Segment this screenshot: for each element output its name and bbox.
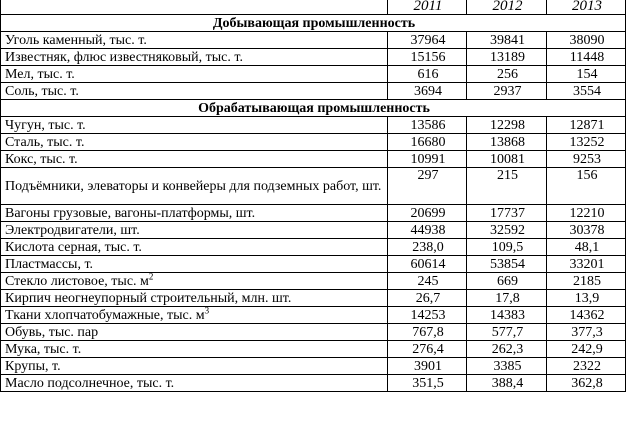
value-cell-2011: 351,5 (388, 375, 467, 392)
value-cell-2012: 17,8 (467, 290, 547, 307)
unit-exponent: 3 (204, 306, 210, 315)
product-name-cell (1, 273, 388, 290)
value-cell-2011: 276,4 (388, 341, 467, 358)
table-row (1, 117, 626, 134)
value-cell-2013: 2322 (547, 358, 626, 375)
year-header: 2013 (547, 0, 626, 15)
value-cell-2011: 13586 (388, 117, 467, 134)
value-cell-2011: 238,0 (388, 239, 467, 256)
value-cell-2012: 13189 (467, 49, 547, 66)
product-name: Известняк, флюс известняковый, тыс. т. (5, 49, 243, 65)
value-cell-2013: 38090 (547, 32, 626, 49)
value-cell-2013: 33201 (547, 256, 626, 273)
product-name-cell (1, 324, 388, 341)
product-name-cell (1, 222, 388, 239)
product-name: Подъёмники, элеваторы и конвейеры для подземных работ, шт. (5, 178, 382, 194)
value-cell-2013: 154 (547, 66, 626, 83)
value-cell-2011: 37964 (388, 32, 467, 49)
year-header: 2011 (388, 0, 467, 15)
table-body (1, 15, 626, 392)
product-name: Сталь, тыс. т. (5, 134, 85, 150)
section-title: Обрабатывающая промышленность (1, 100, 626, 117)
product-name: Кислота серная, тыс. т. (5, 239, 142, 255)
table-row (1, 273, 626, 290)
table-row (1, 205, 626, 222)
value-cell-2012: 12298 (467, 117, 547, 134)
product-name: Крупы, т. (5, 358, 61, 374)
value-cell-2012: 262,3 (467, 341, 547, 358)
value-cell-2011: 616 (388, 66, 467, 83)
product-name: Кокс, тыс. т. (5, 151, 78, 167)
product-name-cell (1, 151, 388, 168)
value-cell-2012: 10081 (467, 151, 547, 168)
value-cell-2011: 60614 (388, 256, 467, 273)
value-cell-2012: 215 (467, 168, 547, 205)
product-name: Обувь, тыс. пар (5, 324, 99, 340)
value-cell-2011: 3901 (388, 358, 467, 375)
value-cell-2012: 577,7 (467, 324, 547, 341)
table-row (1, 83, 626, 100)
value-cell-2011: 14253 (388, 307, 467, 324)
value-cell-2012: 32592 (467, 222, 547, 239)
year-header-row (1, 0, 626, 15)
value-cell-2011: 767,8 (388, 324, 467, 341)
value-cell-2013: 30378 (547, 222, 626, 239)
value-cell-2013: 13,9 (547, 290, 626, 307)
value-cell-2012: 53854 (467, 256, 547, 273)
value-cell-2013: 156 (547, 168, 626, 205)
value-cell-2011: 245 (388, 273, 467, 290)
value-cell-2012: 109,5 (467, 239, 547, 256)
table-row (1, 66, 626, 83)
value-cell-2011: 20699 (388, 205, 467, 222)
value-cell-2012: 2937 (467, 83, 547, 100)
value-cell-2013: 377,3 (547, 324, 626, 341)
product-name-cell (1, 205, 388, 222)
product-name: Ткани хлопчатобумажные, тыс. м (5, 307, 205, 323)
product-name: Масло подсолнечное, тыс. т. (5, 375, 175, 391)
table-row (1, 341, 626, 358)
value-cell-2011: 15156 (388, 49, 467, 66)
product-name-cell (1, 239, 388, 256)
value-cell-2011: 26,7 (388, 290, 467, 307)
product-name-cell (1, 375, 388, 392)
product-name: Пластмассы, т. (5, 256, 94, 272)
table-row (1, 290, 626, 307)
product-name: Кирпич неогнеупорный строительный, млн. шт. (5, 290, 292, 306)
product-name-cell (1, 358, 388, 375)
product-name-cell (1, 168, 388, 205)
product-name-cell (1, 341, 388, 358)
value-cell-2013: 48,1 (547, 239, 626, 256)
product-name: Вагоны грузовые, вагоны-платформы, шт. (5, 205, 256, 221)
year-header: 2012 (467, 0, 547, 15)
value-cell-2011: 297 (388, 168, 467, 205)
section-header-row (1, 15, 626, 32)
product-name: Мел, тыс. т. (5, 66, 75, 82)
table-row (1, 49, 626, 66)
corner-cell (1, 0, 388, 15)
product-name-cell (1, 117, 388, 134)
value-cell-2013: 13252 (547, 134, 626, 151)
table-row (1, 375, 626, 392)
value-cell-2013: 14362 (547, 307, 626, 324)
section-header-row (1, 100, 626, 117)
value-cell-2012: 39841 (467, 32, 547, 49)
unit-exponent: 2 (148, 272, 154, 281)
value-cell-2013: 2185 (547, 273, 626, 290)
table-row (1, 32, 626, 49)
product-name-cell (1, 134, 388, 151)
value-cell-2012: 17737 (467, 205, 547, 222)
value-cell-2011: 3694 (388, 83, 467, 100)
product-name-cell (1, 307, 388, 324)
table-row (1, 151, 626, 168)
product-name: Стекло листовое, тыс. м (5, 273, 149, 289)
value-cell-2012: 669 (467, 273, 547, 290)
product-name: Электродвигатели, шт. (5, 222, 140, 238)
value-cell-2012: 13868 (467, 134, 547, 151)
product-name: Уголь каменный, тыс. т. (5, 32, 147, 48)
product-name-cell (1, 83, 388, 100)
product-name-cell (1, 290, 388, 307)
value-cell-2012: 256 (467, 66, 547, 83)
product-name-cell (1, 32, 388, 49)
table-row (1, 134, 626, 151)
value-cell-2013: 242,9 (547, 341, 626, 358)
table-row (1, 222, 626, 239)
value-cell-2013: 362,8 (547, 375, 626, 392)
value-cell-2012: 14383 (467, 307, 547, 324)
product-name: Мука, тыс. т. (5, 341, 82, 357)
product-name-cell (1, 256, 388, 273)
value-cell-2012: 3385 (467, 358, 547, 375)
product-name-cell (1, 66, 388, 83)
table-row (1, 324, 626, 341)
value-cell-2012: 388,4 (467, 375, 547, 392)
section-title: Добывающая промышленность (1, 15, 626, 32)
value-cell-2013: 12871 (547, 117, 626, 134)
value-cell-2013: 9253 (547, 151, 626, 168)
table-row (1, 168, 626, 205)
value-cell-2013: 3554 (547, 83, 626, 100)
table-row (1, 256, 626, 273)
value-cell-2011: 10991 (388, 151, 467, 168)
value-cell-2011: 44938 (388, 222, 467, 239)
product-name: Соль, тыс. т. (5, 83, 79, 99)
product-name: Чугун, тыс. т. (5, 117, 86, 133)
table-row (1, 358, 626, 375)
table-row (1, 307, 626, 324)
value-cell-2011: 16680 (388, 134, 467, 151)
value-cell-2013: 12210 (547, 205, 626, 222)
value-cell-2013: 11448 (547, 49, 626, 66)
product-name-cell (1, 49, 388, 66)
table-row (1, 239, 626, 256)
